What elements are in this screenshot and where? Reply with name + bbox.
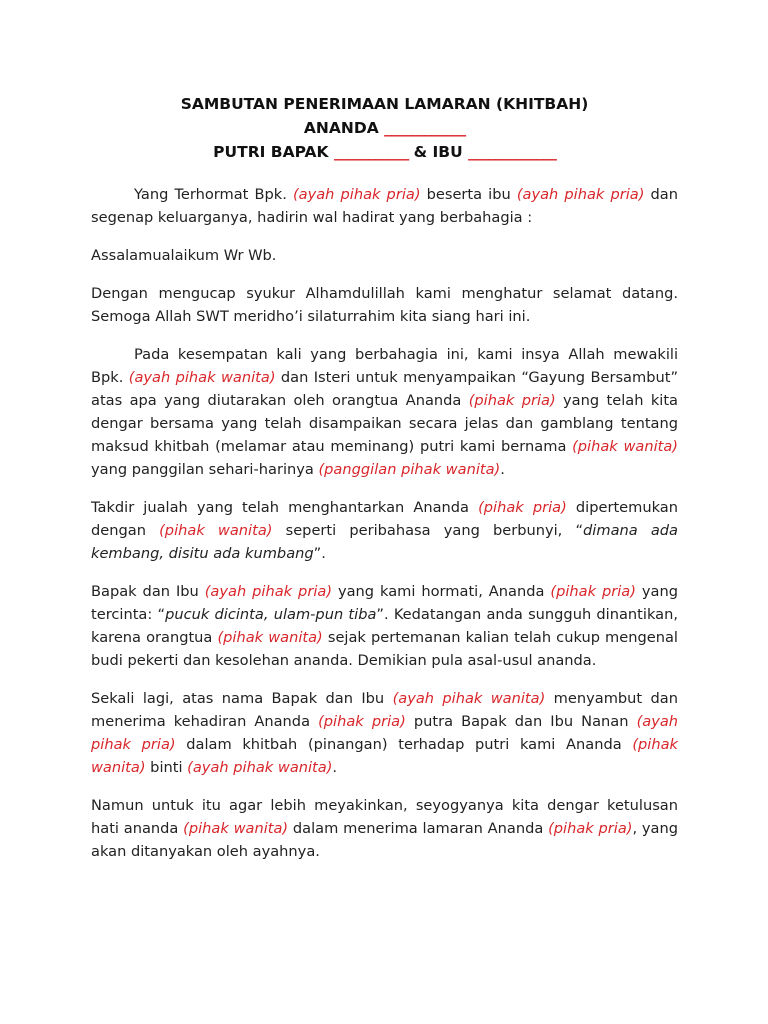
placeholder-text: (ayah pihak pria) xyxy=(204,583,333,600)
body-text: menyambut dan menerima kehadiran Ananda xyxy=(91,690,678,730)
placeholder-text: (pihak pria) xyxy=(548,820,633,837)
placeholder-text: (pihak wanita) xyxy=(91,736,678,776)
title-line-3 xyxy=(91,140,678,164)
placeholder-text: (ayah pihak pria) xyxy=(91,713,679,753)
placeholder-text: (pihak pria) xyxy=(468,392,556,409)
body-text: ”. Kedatangan anda sungguh dinantikan, karena orangtua xyxy=(91,606,678,646)
placeholder-text: (panggilan pihak wanita) xyxy=(318,461,501,478)
placeholder-text: (pihak pria) xyxy=(318,713,406,730)
body-text: Bapak dan Ibu xyxy=(91,583,205,600)
body-text: beserta ibu xyxy=(420,186,517,203)
body-text: Namun untuk itu agar lebih meyakinkan, seyogyanya kita dengar ketulusan hati ananda xyxy=(91,797,678,837)
body-text: binti xyxy=(145,759,188,776)
document-title xyxy=(91,92,678,164)
body-text: . xyxy=(500,461,505,478)
body-text: dalam khitbah (pinangan) terhadap putri kami Ananda xyxy=(175,736,633,753)
putri-bapak-label: PUTRI BAPAK xyxy=(213,143,334,161)
paragraph xyxy=(91,343,678,481)
paragraph xyxy=(91,183,678,229)
title-line-1: SAMBUTAN PENERIMAAN LAMARAN (KHITBAH) xyxy=(180,95,589,113)
document-page xyxy=(91,92,678,878)
paragraph xyxy=(91,580,678,672)
body-text: dan segenap keluarganya, hadirin wal hadirat yang berbahagia : xyxy=(91,186,678,226)
body-text: ”. xyxy=(313,545,326,562)
body-text: dipertemukan dengan xyxy=(91,499,678,539)
ibu-blank: _____________ xyxy=(468,143,556,161)
bapak-blank: ___________ xyxy=(333,143,409,161)
body-text: Assalamualaikum Wr Wb. xyxy=(91,247,277,264)
paragraph xyxy=(91,282,678,328)
paragraph xyxy=(91,687,678,779)
body-text: seperti peribahasa yang berbunyi, “ xyxy=(272,522,584,539)
body-text: dan Isteri untuk menyampaikan “Gayung Bersambut” atas apa yang diutarakan oleh orangtua Ananda xyxy=(91,369,679,409)
body-text: yang panggilan sehari-harinya xyxy=(91,461,319,478)
ananda-blank: ____________ xyxy=(384,119,466,137)
body-text: , yang akan ditanyakan oleh ayahnya. xyxy=(91,820,679,860)
body-text: Yang Terhormat Bpk. xyxy=(134,186,293,203)
quoted-proverb: pucuk dicinta, ulam-pun tiba xyxy=(165,606,377,623)
body-text: yang tercinta: “ xyxy=(91,583,678,623)
body-text: sejak pertemanan kalian telah cukup mengenal budi pekerti dan kesolehan ananda. Demikian pula asal-usul ananda. xyxy=(91,629,678,669)
paragraph xyxy=(91,794,678,863)
body-text: dalam menerima lamaran Ananda xyxy=(288,820,549,837)
paragraph xyxy=(91,496,678,565)
body-text: yang telah kita dengar bersama yang telah disampaikan secara jelas dan gamblang tentang maksud khitbah (melamar atau meminang) putri kami bernama xyxy=(91,392,678,455)
placeholder-text: (ayah pihak wanita) xyxy=(392,690,546,707)
placeholder-text: (pihak wanita) xyxy=(159,522,273,539)
body-text: yang kami hormati, Ananda xyxy=(332,583,551,600)
paragraph xyxy=(91,244,678,267)
quoted-proverb: dimana ada kembang, disitu ada kumbang xyxy=(91,522,678,562)
ibu-label: & IBU xyxy=(408,143,469,161)
ananda-label: ANANDA xyxy=(303,119,385,137)
body-text: Pada kesempatan kali yang berbahagia ini, kami insya Allah mewakili Bpk. xyxy=(91,346,678,386)
title-line-2 xyxy=(91,116,678,140)
placeholder-text: (pihak wanita) xyxy=(217,629,323,646)
placeholder-text: (ayah pihak pria) xyxy=(516,186,645,203)
placeholder-text: (ayah pihak wanita) xyxy=(187,759,333,776)
placeholder-text: (ayah pihak wanita) xyxy=(128,369,276,386)
body-text: Takdir jualah yang telah menghantarkan Ananda xyxy=(91,499,479,516)
body-text: Sekali lagi, atas nama Bapak dan Ibu xyxy=(91,690,393,707)
body-text: Dengan mengucap syukur Alhamdulillah kami menghatur selamat datang. Semoga Allah SWT meridho’i silaturrahim kita siang hari ini. xyxy=(91,285,678,325)
body-text: . xyxy=(332,759,338,776)
placeholder-text: (pihak wanita) xyxy=(183,820,289,837)
document-body xyxy=(91,183,678,863)
placeholder-text: (pihak pria) xyxy=(550,583,636,600)
body-text: putra Bapak dan Ibu Nanan xyxy=(405,713,637,730)
placeholder-text: (ayah pihak pria) xyxy=(292,186,421,203)
placeholder-text: (pihak wanita) xyxy=(572,438,678,455)
placeholder-text: (pihak pria) xyxy=(478,499,567,516)
